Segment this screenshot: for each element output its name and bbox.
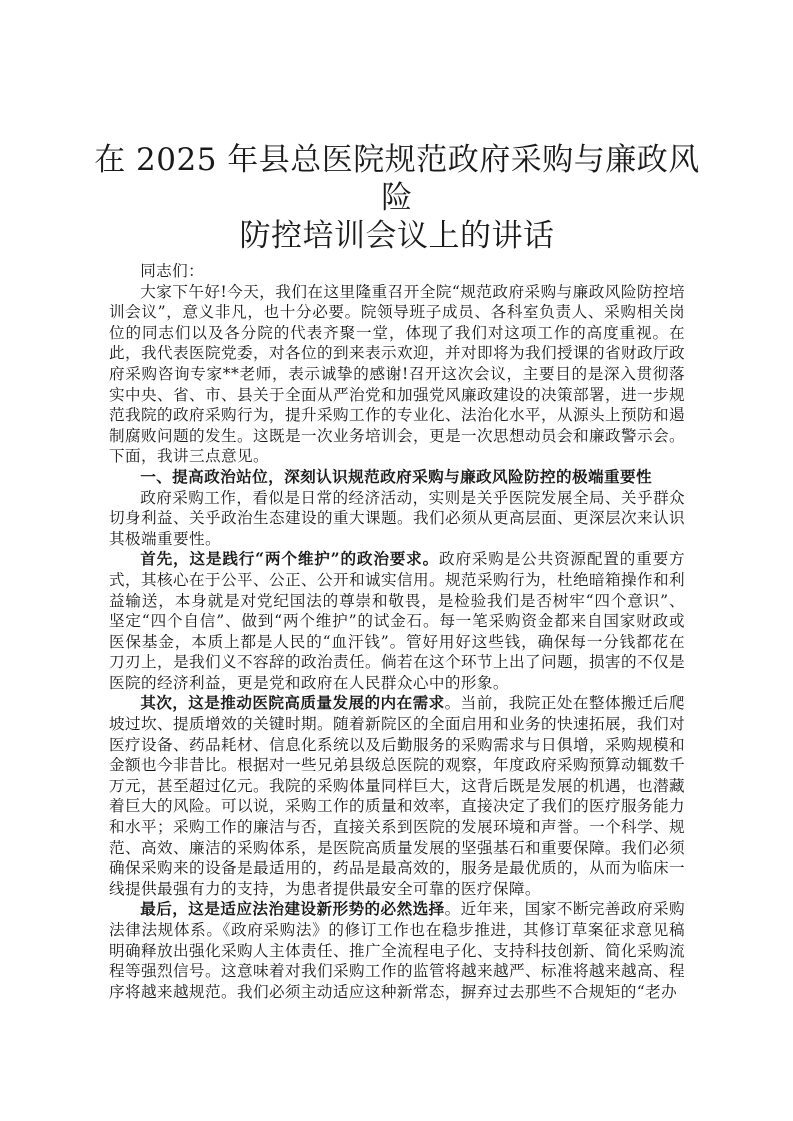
paragraph-second-point	[109, 693, 685, 899]
paragraph-text: 政府采购是公共资源配置的重要方式，其核心在于公平、公正、公开和诚实信用。规范采购行为，杜绝暗箱操作和利益输送，本身就是对党纪国法的尊崇和敬畏，是检验我们是否树牢“四个意识”、坚定“四个自信”、做到“两个维护”的试金石。每一笔采购资金都来自国家财政或医保基金，本质上都是人民的“血汗钱”。管好用好这些钱，确保每一分钱都花在刀刃上，是我们义不容辞的政治责任。倘若在这个环节上出了问题，损害的不仅是医院的经济利益，更是党和政府在人民群众心中的形象。	[109, 550, 685, 692]
paragraph-text: 政府采购工作，看似是日常的经济活动，实则是关乎医院发展全局、关乎群众切身利益、关乎政治生态建设的重大课题。我们必须从更高层面、更深层次来认识其极端重要性。	[109, 488, 685, 548]
salutation: 同志们：	[140, 262, 205, 280]
paragraph-first-point	[109, 549, 685, 693]
section-heading-1: 一、提高政治站位，深刻认识规范政府采购与廉政风险防控的极端重要性	[140, 466, 652, 486]
paragraph-lead: 首先，这是践行“两个维护”的政治要求。	[140, 549, 440, 569]
paragraph-text: 。当前，我院正处在整体搬迁后爬坡过坎、提质增效的关键时期。随着新院区的全面启用和业务的快速拓展，我们对医疗设备、药品耗材、信息化系统以及后勤服务的采购需求与日俱增，采购规模和金额也今非昔比。根据对一些兄弟县级总医院的观察，年度政府采购预算动辄数千万元，甚至超过亿元。我院的采购体量同样巨大，这背后既是发展的机遇，也潜藏着巨大的风险。可以说，采购工作的质量和效率，直接决定了我们的医疗服务能力和水平；采购工作的廉洁与否，直接关系到医院的发展环境和声誉。一个科学、规范、高效、廉洁的采购体系，是医院高质量发展的坚强基石和重要保障。我们必须确保采购来的设备是最适用的，药品是最高效的，服务是最优质的，从而为临床一线提供最强有力的支持，为患者提供最安全可靠的医疗保障。	[109, 694, 685, 898]
paragraph-section-1-intro	[109, 488, 685, 550]
document-page	[94, 141, 700, 1002]
paragraph-text: 。近年来，国家不断完善政府采购法律法规体系。《政府采购法》的修订工作也在稳步推进，其修订草案征求意见稿明确释放出强化采购人主体责任、推广全流程电子化、支持科技创新、简化采购流程等强烈信号。这意味着对我们采购工作的监管将越来越严、标准将越来越高、程序将越来越规范。我们必须主动适应这种新常态，摒弃过去那些不合规矩的“老办	[109, 900, 685, 1001]
paragraph-lead: 其次，这是推动医院高质量发展的内在需求	[140, 693, 445, 713]
paragraph-lead: 最后，这是适应法治建设新形势的必然选择	[140, 899, 445, 919]
paragraph-intro	[109, 282, 685, 467]
document-title	[79, 141, 715, 255]
title-line-1: 在 2025 年县总医院规范政府采购与廉政风险	[94, 142, 700, 216]
title-line-2: 防控培训会议上的讲话	[239, 218, 555, 254]
paragraph-text: 大家下午好!今天，我们在这里隆重召开全院“规范政府采购与廉政风险防控培训会议”，意义非凡，也十分必要。院领导班子成员、各科室负责人、采购相关岗位的同志们以及各分院的代表齐聚一堂，体现了我们对这项工作的高度重视。在此，我代表医院党委，对各位的到来表示欢迎，并对即将为我们授课的省财政厅政府采购咨询专家**老师，表示诚挚的感谢!召开这次会议，主要目的是深入贯彻落实中央、省、市、县关于全面从严治党和加强党风廉政建设的决策部署，进一步规范我院的政府采购行为，提升采购工作的专业化、法治化水平，从源头上预防和遏制腐败问题的发生。这既是一次业务培训会，更是一次思想动员会和廉政警示会。下面，我讲三点意见。	[109, 282, 685, 466]
paragraph-last-point	[109, 899, 685, 1002]
